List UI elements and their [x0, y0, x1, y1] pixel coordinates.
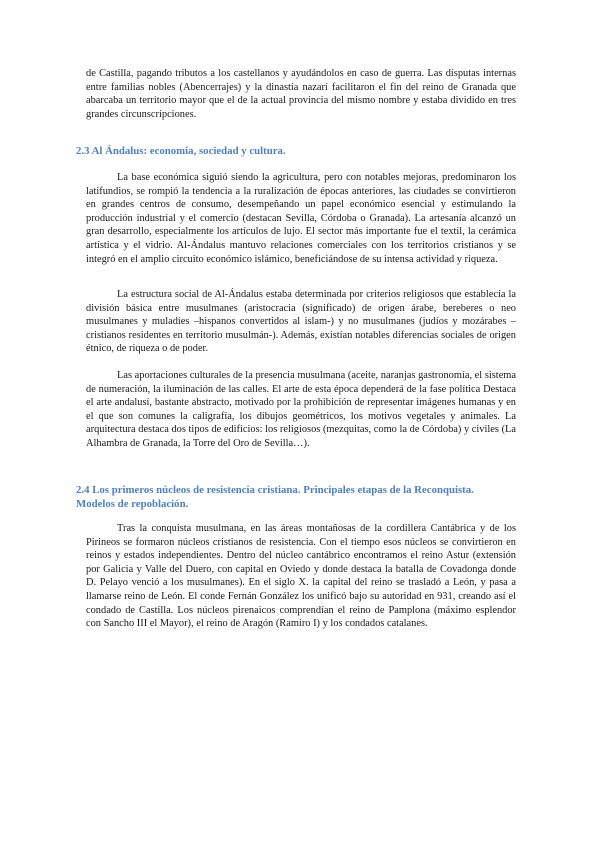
section-heading-2-3: 2.3 Al Ándalus: economía, sociedad y cultura. — [76, 145, 286, 157]
resistance-paragraph: Tras la conquista musulmana, en las áreas montañosas de la cordillera Cantábrica y de los Pirineos se formaron núcleos cristianos de resistencia. Con el tiempo esos núcleos se convirtieron en reinos y estados independientes. Dentro del núcleo cantábrico encontramos el reino Astur (extensión por Galicia y Valle del Duero, con capital en Oviedo y donde destaca la batalla de Covadonga donde D. Pelayo venció a los musulmanes). En el siglo X. la capital del reino se trasladó a León, y pasa a llamarse reino de León. El conde Fernán González los unificó bajo su autoridad en 931, creando así el condado de Castilla. Los núcleos pirenaicos comprendían el reino de Pamplona (máximo esplendor con Sancho III el Mayor), el reino de Aragón (Ramiro I) y los condados catalanes. — [86, 523, 516, 630]
economy-paragraph: La base económica siguió siendo la agricultura, pero con notables mejoras, predominaron los latifundios, se rompió la tendencia a la ruralización de épocas anteriores, las ciudades se convirtieron en grandes centros de consumo, desempeñando un papel económico esencial y estimulando la producción industrial y el comercio (destacan Sevilla, Córdoba o Granada). La artesanía alcanzó un gran desarrollo, especialmente los artículos de lujo. El sector más importante fue el textil, la cerámica artística y el vidrio. Al-Ándalus mantuvo relaciones comerciales con los territorios cristianos y se integró en el amplio circuito económico islámico, beneficiándose de su intensa actividad y riqueza. — [86, 172, 516, 265]
culture-paragraph: Las aportaciones culturales de la presencia musulmana (aceite, naranjas gastronomía, el sistema de numeración, la iluminación de las calles. El arte de esta época dependerá de la fase política Destaca el arte andalusí, bastante abstracto, motivado por la prohibición de representar imágenes humanas y en el que son comunes la caligrafía, los dibujos geométricos, los motivos vegetales y animales. La arquitectura destaca dos tipos de edificios: los religiosos (mezquitas, como la de Córdoba) y civiles (La Alhambra de Granada, la Torre del Oro de Sevilla…). — [86, 370, 516, 449]
society-paragraph: La estructura social de Al-Ándalus estaba determinada por criterios religiosos que establecía la división básica entre musulmanes (aristocracia (significado) de origen árabe, bereberes o neo musulmanes y muladíes –hispanos convertidos al islam-) y no musulmanes (judíos y mozárabes –cristianos residentes en territorio musulmán-). Además, existían notables diferencias sociales de origen étnico, de riqueza o de poder. — [86, 289, 516, 355]
intro-paragraph: de Castilla, pagando tributos a los castellanos y ayudándolos en caso de guerra. Las disputas internas entre familias nobles (Abencerrajes) y la dinastía nazarí facilitaron el fin del reino de Granada que abarcaba un territorio mayor que el de la actual provincia del mismo nombre y estaba dividido en tres grandes circunscripciones. — [86, 68, 516, 120]
section-heading-2-4: 2.4 Los primeros núcleos de resistencia cristiana. Principales etapas de la Reconquista. Modelos de repoblación. — [76, 484, 474, 510]
